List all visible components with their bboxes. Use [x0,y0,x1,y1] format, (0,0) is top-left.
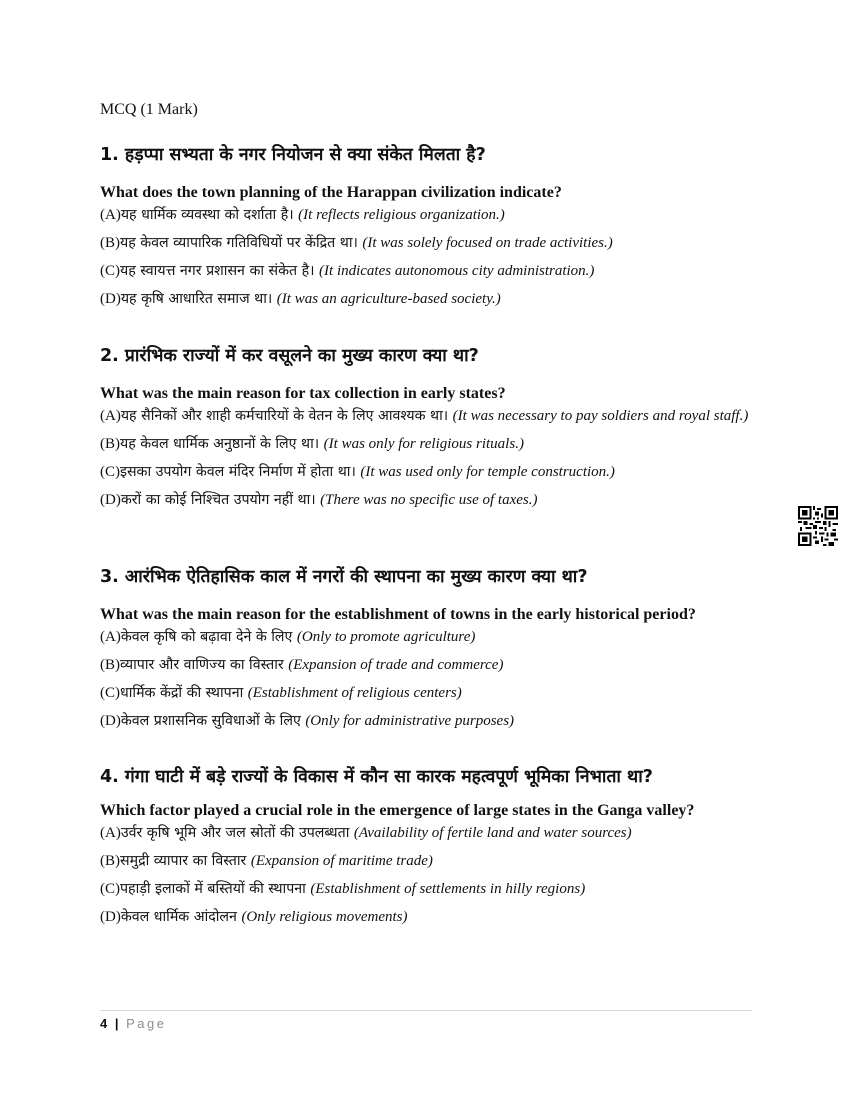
option: (D)केवल धार्मिक आंदोलन (Only religious movements) [100,909,408,925]
question-english: Which factor played a crucial role in the emergence of large states in the Ganga valley? [100,802,695,819]
option: (B)समुद्री व्यापार का विस्तार (Expansion of maritime trade) [100,853,433,869]
page-number: 4 [100,1016,108,1031]
option: (B)यह केवल धार्मिक अनुष्ठानों के लिए था। (It was only for religious rituals.) [100,436,524,452]
option: (C)धार्मिक केंद्रों की स्थापना (Establishment of religious centers) [100,685,462,701]
option: (A)उर्वर कृषि भूमि और जल स्रोतों की उपलब्धता (Availability of fertile land and water sources) [100,825,632,841]
option: (B)यह केवल व्यापारिक गतिविधियों पर केंद्रित था। (It was solely focused on trade activities.) [100,235,613,251]
option: (B)व्यापार और वाणिज्य का विस्तार (Expansion of trade and commerce) [100,657,504,673]
section-label: MCQ (1 Mark) [100,101,198,118]
option: (A)यह सैनिकों और शाही कर्मचारियों के वेतन के लिए आवश्यक था। (It was necessary to pay soldiers and royal staff.) [100,408,749,424]
question-hindi: 3. आरंभिक ऐतिहासिक काल में नगरों की स्थापना का मुख्य कारण क्या था? [100,567,588,587]
option: (C)इसका उपयोग केवल मंदिर निर्माण में होता था। (It was used only for temple construction.) [100,464,615,480]
question-hindi: 4. गंगा घाटी में बड़े राज्यों के विकास में कौन सा कारक महत्वपूर्ण भूमिका निभाता था? [100,767,653,787]
option: (D)केवल प्रशासनिक सुविधाओं के लिए (Only for administrative purposes) [100,713,515,729]
question-block [100,562,750,738]
option: (C)यह स्वायत्त नगर प्रशासन का संकेत है। (It indicates autonomous city administration.) [100,263,595,279]
footer-separator: | [114,1016,119,1031]
option: (D)करों का कोई निश्चित उपयोग नहीं था। (There was no specific use of taxes.) [100,492,538,508]
option: (A)केवल कृषि को बढ़ावा देने के लिए (Only to promote agriculture) [100,629,476,645]
question-hindi: 1. हड़प्पा सभ्यता के नगर नियोजन से क्या संकेत मिलता है? [100,145,486,165]
question-english: What was the main reason for the establishment of towns in the early historical period? [100,606,696,623]
question-block [100,762,750,934]
question-block [100,341,750,517]
question-hindi: 2. प्रारंभिक राज्यों में कर वसूलने का मुख्य कारण क्या था? [100,346,479,366]
question-block [100,140,750,316]
page-footer [100,1010,752,1031]
question-english: What does the town planning of the Harappan civilization indicate? [100,184,562,201]
qr-code-icon[interactable] [798,506,838,546]
page-word: Page [126,1016,167,1031]
question-english: What was the main reason for tax collection in early states? [100,385,506,402]
option: (A)यह धार्मिक व्यवस्था को दर्शाता है। (It reflects religious organization.) [100,207,505,223]
option: (C)पहाड़ी इलाकों में बस्तियों की स्थापना (Establishment of settlements in hilly regions) [100,881,586,897]
option: (D)यह कृषि आधारित समाज था। (It was an agriculture-based society.) [100,291,501,307]
